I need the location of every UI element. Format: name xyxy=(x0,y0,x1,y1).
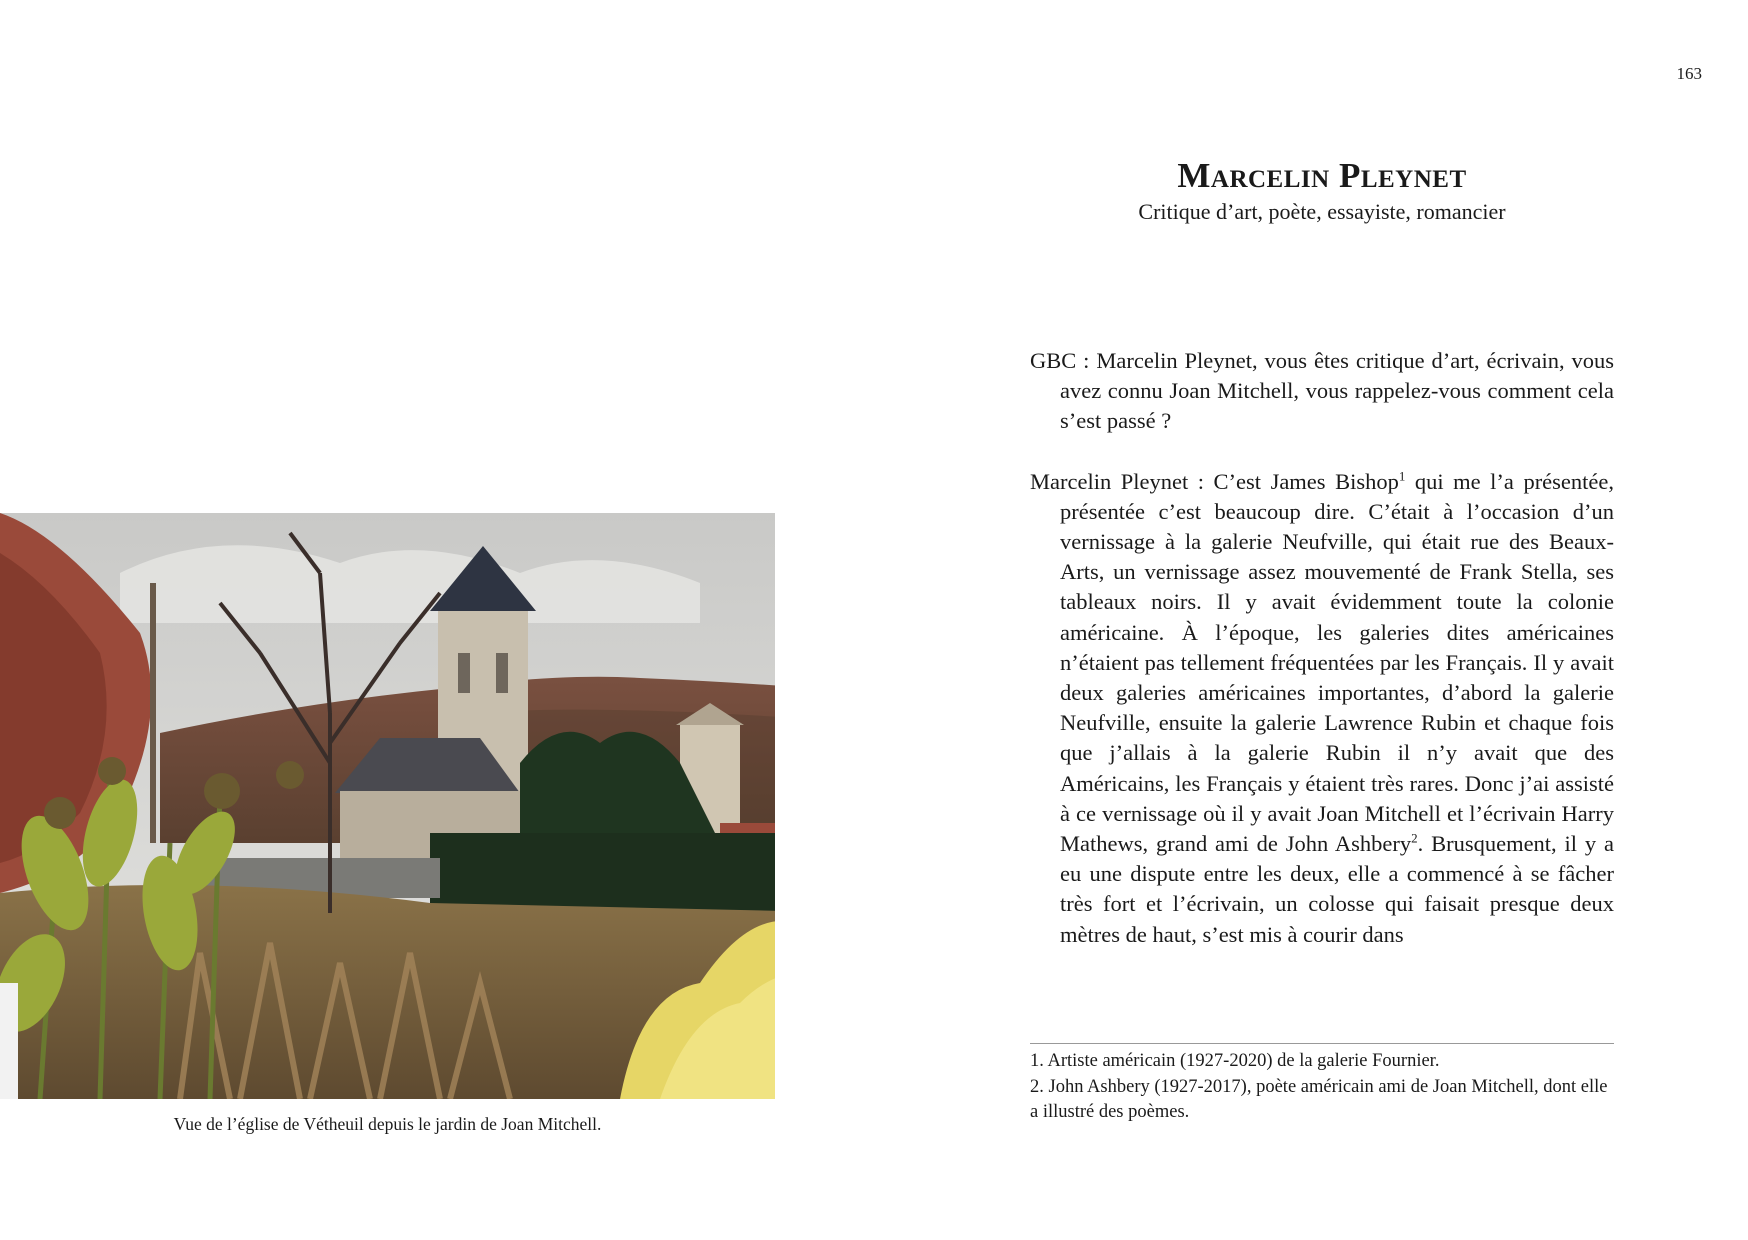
footnote-divider xyxy=(1030,1043,1614,1044)
answer-text-part-3: . Brusquement, il y a eu une dispute entre les deux, elle a commencé à se fâcher très fort et l’écrivain, un colosse qui faisait presque deux mètres de haut, s’est mis à courir dans xyxy=(1060,831,1614,947)
page-number: 163 xyxy=(1676,64,1702,83)
interview-text xyxy=(1030,346,1614,980)
footnote-ref-1: 1 xyxy=(1398,468,1406,484)
answer-paragraph xyxy=(1030,467,1614,950)
footnotes xyxy=(1030,1049,1614,1126)
photo-caption: Vue de l’église de Vétheuil depuis le jardin de Joan Mitchell. xyxy=(173,1114,602,1134)
author-name: Marcelin Pleynet xyxy=(1177,156,1467,195)
footnote-2: 2. John Ashbery (1927-2017), poète américain ami de Joan Mitchell, dont elle a illustré des poèmes. xyxy=(1030,1076,1608,1122)
white-sheet xyxy=(0,983,18,1099)
answer-speaker: Marcelin Pleynet : xyxy=(1030,468,1205,494)
question-speaker: GBC : xyxy=(1030,348,1090,373)
author-role: Critique d’art, poète, essayiste, romancier xyxy=(1138,199,1506,224)
answer-text-part-2: qui me l’a présentée, présentée c’est beaucoup dire. C’était à l’occasion d’un vernissage à la galerie Neufville, qui était rue des Beaux-Arts, un vernissage assez mouvementé de Frank Stella, ses tableaux noirs. Il y avait évidemment toute la colonie américaine. À l’époque, les galeries dites américaines n’étaient pas tellement fréquentées par les Français. Il y avait deux galeries américaines importantes, d’abord la galerie Neufville, ensuite la galerie Lawrence Rubin et chaque fois que j’allais à la galerie Rubin il n’y avait que des Américains, les Français y étaient très rares. Donc j’ai assisté à ce vernissage où il y avait Joan Mitchell et l’écrivain Harry Mathews, grand ami de John Ashbery xyxy=(1060,468,1615,857)
photo-white-margin xyxy=(775,513,871,1099)
question-text: Marcelin Pleynet, vous êtes critique d’art, écrivain, vous avez connu Joan Mitchell, vous rappelez-vous comment cela s’est passé ? xyxy=(1060,348,1615,434)
tower-window-1 xyxy=(458,653,470,693)
question-paragraph xyxy=(1030,346,1614,437)
utility-pole xyxy=(150,583,156,843)
photo-illustration xyxy=(0,513,871,1099)
article-header xyxy=(1030,155,1614,227)
footnote-1: 1. Artiste américain (1927-2020) de la galerie Fournier. xyxy=(1030,1051,1440,1071)
footnote-ref-2: 2 xyxy=(1411,830,1418,846)
answer-text-part-1: C’est James Bishop xyxy=(1213,468,1399,494)
tower-window-2 xyxy=(496,653,508,693)
garden-church-photo xyxy=(0,513,871,1099)
